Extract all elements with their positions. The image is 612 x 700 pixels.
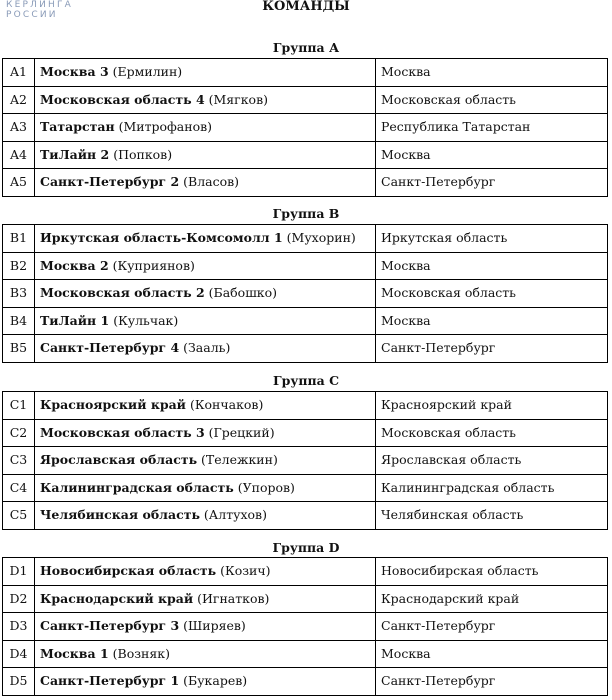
region-cell: Москва [376,252,608,280]
team-cell [35,474,376,502]
logo-line-1: КЁРЛИНГА [6,0,74,10]
team-cell [35,640,376,668]
team-name: Татарстан [40,119,115,135]
skip-name: (Мухорин) [286,230,356,246]
team-code: A1 [3,59,35,87]
team-name: Санкт-Петербург 1 [40,673,180,689]
team-code: C2 [3,419,35,447]
team-cell [35,225,376,253]
team-code: C5 [3,502,35,530]
skip-name: (Попков) [113,146,173,162]
team-cell [35,419,376,447]
team-name: Краснодарский край [40,590,194,606]
table-row [3,392,608,420]
region-cell: Москва [376,307,608,335]
skip-name: (Митрофанов) [118,119,213,135]
team-cell [35,307,376,335]
region-cell: Ярославская область [376,447,608,475]
team-cell [35,447,376,475]
group-title: Группа В [272,206,340,221]
group-title: Группа С [272,373,340,388]
skip-name: (Кончаков) [189,397,264,413]
team-name: Санкт-Петербург 3 [40,618,180,634]
team-cell [35,558,376,586]
region-cell: Московская область [376,280,608,308]
team-name: Новосибирская область [40,563,217,579]
team-name: ТиЛайн 2 [40,146,110,162]
team-code: D2 [3,585,35,613]
team-cell [35,252,376,280]
region-cell: Московская область [376,419,608,447]
group-table [2,391,608,530]
skip-name: (Грецкий) [208,424,275,440]
table-row [3,668,608,696]
team-name: Калининградская область [40,479,234,495]
team-code: C4 [3,474,35,502]
region-cell: Москва [376,141,608,169]
team-code: A3 [3,114,35,142]
team-cell [35,169,376,197]
skip-name: (Бабошко) [208,285,278,301]
skip-name: (Ермилин) [112,64,183,80]
skip-name: (Власов) [183,174,240,190]
team-name: Санкт-Петербург 4 [40,340,180,356]
region-cell: Иркутская область [376,225,608,253]
team-name: Иркутская область-Комсомолл 1 [40,230,283,246]
team-code: B5 [3,335,35,363]
table-row [3,114,608,142]
region-cell: Калининградская область [376,474,608,502]
team-cell [35,141,376,169]
skip-name: (Упоров) [237,479,295,495]
team-cell [35,392,376,420]
team-code: B1 [3,225,35,253]
team-name: Московская область 4 [40,91,205,107]
table-row [3,419,608,447]
group-table [2,224,608,363]
group-title: Группа А [272,40,340,55]
team-name: Москва 3 [40,64,109,80]
table-row [3,86,608,114]
team-name: Москва 1 [40,645,109,661]
region-cell: Санкт-Петербург [376,668,608,696]
team-name: Санкт-Петербург 2 [40,174,180,190]
team-code: A2 [3,86,35,114]
table-row [3,447,608,475]
skip-name: (Тележкин) [201,452,278,468]
group-table [2,557,608,696]
region-cell: Красноярский край [376,392,608,420]
skip-name: (Мягков) [208,91,268,107]
table-row [3,252,608,280]
team-cell [35,86,376,114]
skip-name: (Кульчак) [113,312,179,328]
table-row [3,585,608,613]
skip-name: (Ширяев) [183,618,246,634]
region-cell: Республика Татарстан [376,114,608,142]
team-name: Московская область 2 [40,285,205,301]
skip-name: (Игнатков) [197,590,270,606]
group-table [2,58,608,197]
table-row [3,558,608,586]
region-cell: Санкт-Петербург [376,169,608,197]
table-row [3,502,608,530]
team-cell [35,613,376,641]
team-cell [35,335,376,363]
team-code: A4 [3,141,35,169]
table-row [3,225,608,253]
table-row [3,613,608,641]
team-name: ТиЛайн 1 [40,312,110,328]
skip-name: (Зааль) [183,340,231,356]
team-code: D3 [3,613,35,641]
team-name: Московская область 3 [40,424,205,440]
team-code: C1 [3,392,35,420]
team-code: D5 [3,668,35,696]
team-code: B3 [3,280,35,308]
team-cell [35,585,376,613]
region-cell: Новосибирская область [376,558,608,586]
team-code: A5 [3,169,35,197]
region-cell: Санкт-Петербург [376,613,608,641]
team-cell [35,59,376,87]
team-code: D1 [3,558,35,586]
team-code: B2 [3,252,35,280]
table-row [3,474,608,502]
team-name: Москва 2 [40,257,109,273]
table-row [3,307,608,335]
team-name: Красноярский край [40,397,186,413]
team-name: Челябинская область [40,507,200,523]
team-code: C3 [3,447,35,475]
region-cell: Москва [376,59,608,87]
group-title: Группа D [272,540,340,555]
table-row [3,335,608,363]
table-row [3,640,608,668]
logo-line-2: РОССИИ [6,10,58,20]
team-cell [35,280,376,308]
table-row [3,280,608,308]
team-cell [35,668,376,696]
skip-name: (Алтухов) [203,507,267,523]
skip-name: (Куприянов) [112,257,195,273]
team-name: Ярославская область [40,452,198,468]
region-cell: Краснодарский край [376,585,608,613]
region-cell: Челябинская область [376,502,608,530]
team-cell [35,114,376,142]
skip-name: (Возняк) [112,645,170,661]
region-cell: Московская область [376,86,608,114]
region-cell: Санкт-Петербург [376,335,608,363]
team-code: D4 [3,640,35,668]
region-cell: Москва [376,640,608,668]
table-row [3,141,608,169]
table-row [3,59,608,87]
team-cell [35,502,376,530]
skip-name: (Козич) [220,563,271,579]
skip-name: (Букарев) [183,673,248,689]
table-row [3,169,608,197]
team-code: B4 [3,307,35,335]
page-title: КОМАНДЫ [262,0,350,14]
